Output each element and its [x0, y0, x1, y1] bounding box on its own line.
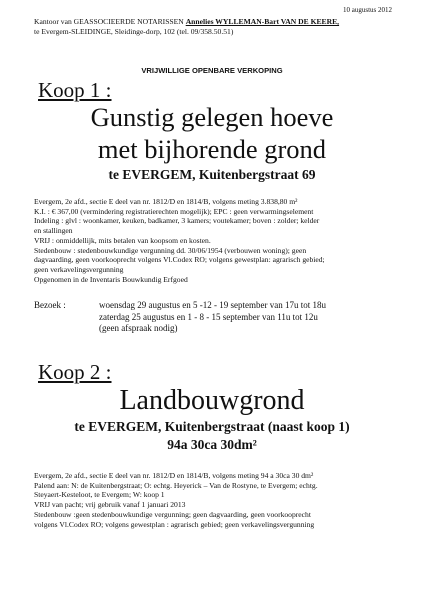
- koop1-detail-line: Opgenomen in de Inventaris Bouwkundig Erfgoed: [34, 274, 188, 284]
- koop1-detail-line: VRIJ : onmiddellijk, mits betalen van koopsom en kosten.: [34, 235, 211, 245]
- notary-header: [34, 17, 404, 37]
- koop2-detail-line: Steyaert-Kesteloot, te Evergem; W: koop 1: [34, 490, 165, 500]
- visit-times: [99, 300, 326, 335]
- koop2-detail-line: VRIJ van pacht; vrij gebruik vanaf 1 januari 2013: [34, 500, 186, 510]
- koop1-title-line2: met bijhorende grond: [97, 134, 327, 164]
- koop2-area: 94a 30ca 30dm²: [167, 437, 257, 452]
- koop1-detail-line: Evergem, 2e afd., sectie E deel van nr. 1812/D en 1814/B, volgens meting 3.838,80 m²: [34, 197, 298, 206]
- koop1-location: te EVERGEM, Kuitenbergstraat 69: [108, 167, 316, 182]
- koop1-detail-line: en stallingen: [34, 226, 73, 236]
- notary-line-1: [34, 17, 404, 27]
- koop1-detail-line: K.I. : € 367,00 (vermindering registratierechten mogelijk); EPC : geen verwarmingselement: [34, 206, 314, 216]
- document-date: 10 augustus 2012: [343, 6, 392, 14]
- notary-names: Annelies WYLLEMAN-Bart VAN DE KEERE,: [185, 17, 340, 26]
- koop1-detail-line: dagvaarding, geen voorkooprecht volgens Vl.Codex RO; volgens gewestplan: agrarisch gebied;: [34, 255, 325, 265]
- koop2-title: Landbouwgrond: [119, 385, 305, 416]
- koop2-location: te EVERGEM, Kuitenbergstraat (naast koop 1): [74, 419, 350, 434]
- visit-line: woensdag 29 augustus en 5 -12 - 19 september van 17u tot 18u: [99, 300, 326, 310]
- koop1-detail-line: Indeling : glvl : woonkamer, keuken, badkamer, 3 kamers; voutekamer; boven : zolder; kelder: [34, 216, 320, 226]
- koop1-heading: Koop 1 :: [38, 78, 112, 102]
- koop1-detail-line: Stedenbouw : stedenbouwkundige vergunning dd. 30/06/1954 (verbouwen woning); geen: [34, 245, 307, 255]
- koop2-detail-line: Evergem, 2e afd., sectie E deel van nr. 1812/D en 1814/B, volgens meting 94 a 30ca 30 dm²: [34, 471, 314, 480]
- koop2-details: [34, 471, 414, 529]
- notary-office: Kantoor van GEASSOCIEERDE NOTARISSEN: [34, 17, 184, 26]
- notary-address: te Evergem-SLEIDINGE, Sleidinge-dorp, 102 (tel. 09/358.50.51): [34, 27, 234, 36]
- visit-line: zaterdag 25 augustus en 1 - 8 - 15 september van 11u tot 12u: [99, 311, 318, 322]
- koop1-title-line1: Gunstig gelegen hoeve: [90, 102, 334, 132]
- koop1-detail-line: geen verkavelingsvergunning: [34, 264, 124, 274]
- koop2-detail-line: volgens Vl.Codex RO; volgens gewestplan : agrarisch gebied; geen verkavelingsvergunning: [34, 519, 315, 529]
- sale-title: VRIJWILLIGE OPENBARE VERKOPING: [141, 66, 283, 75]
- koop2-detail-line: Stedenbouw :geen stedenbouwkundige vergunning; geen dagvaarding, geen voorkooprecht: [34, 509, 311, 519]
- visit-label: Bezoek :: [34, 300, 66, 310]
- visit-line: (geen afspraak nodig): [99, 323, 178, 333]
- koop2-heading: Koop 2 :: [38, 360, 112, 384]
- koop1-details: [34, 197, 414, 284]
- koop2-detail-line: Palend aan: N: de Kuitenbergstraat; O: echtg. Heyerick – Van de Rostyne, te Evergem; echtg.: [34, 480, 318, 490]
